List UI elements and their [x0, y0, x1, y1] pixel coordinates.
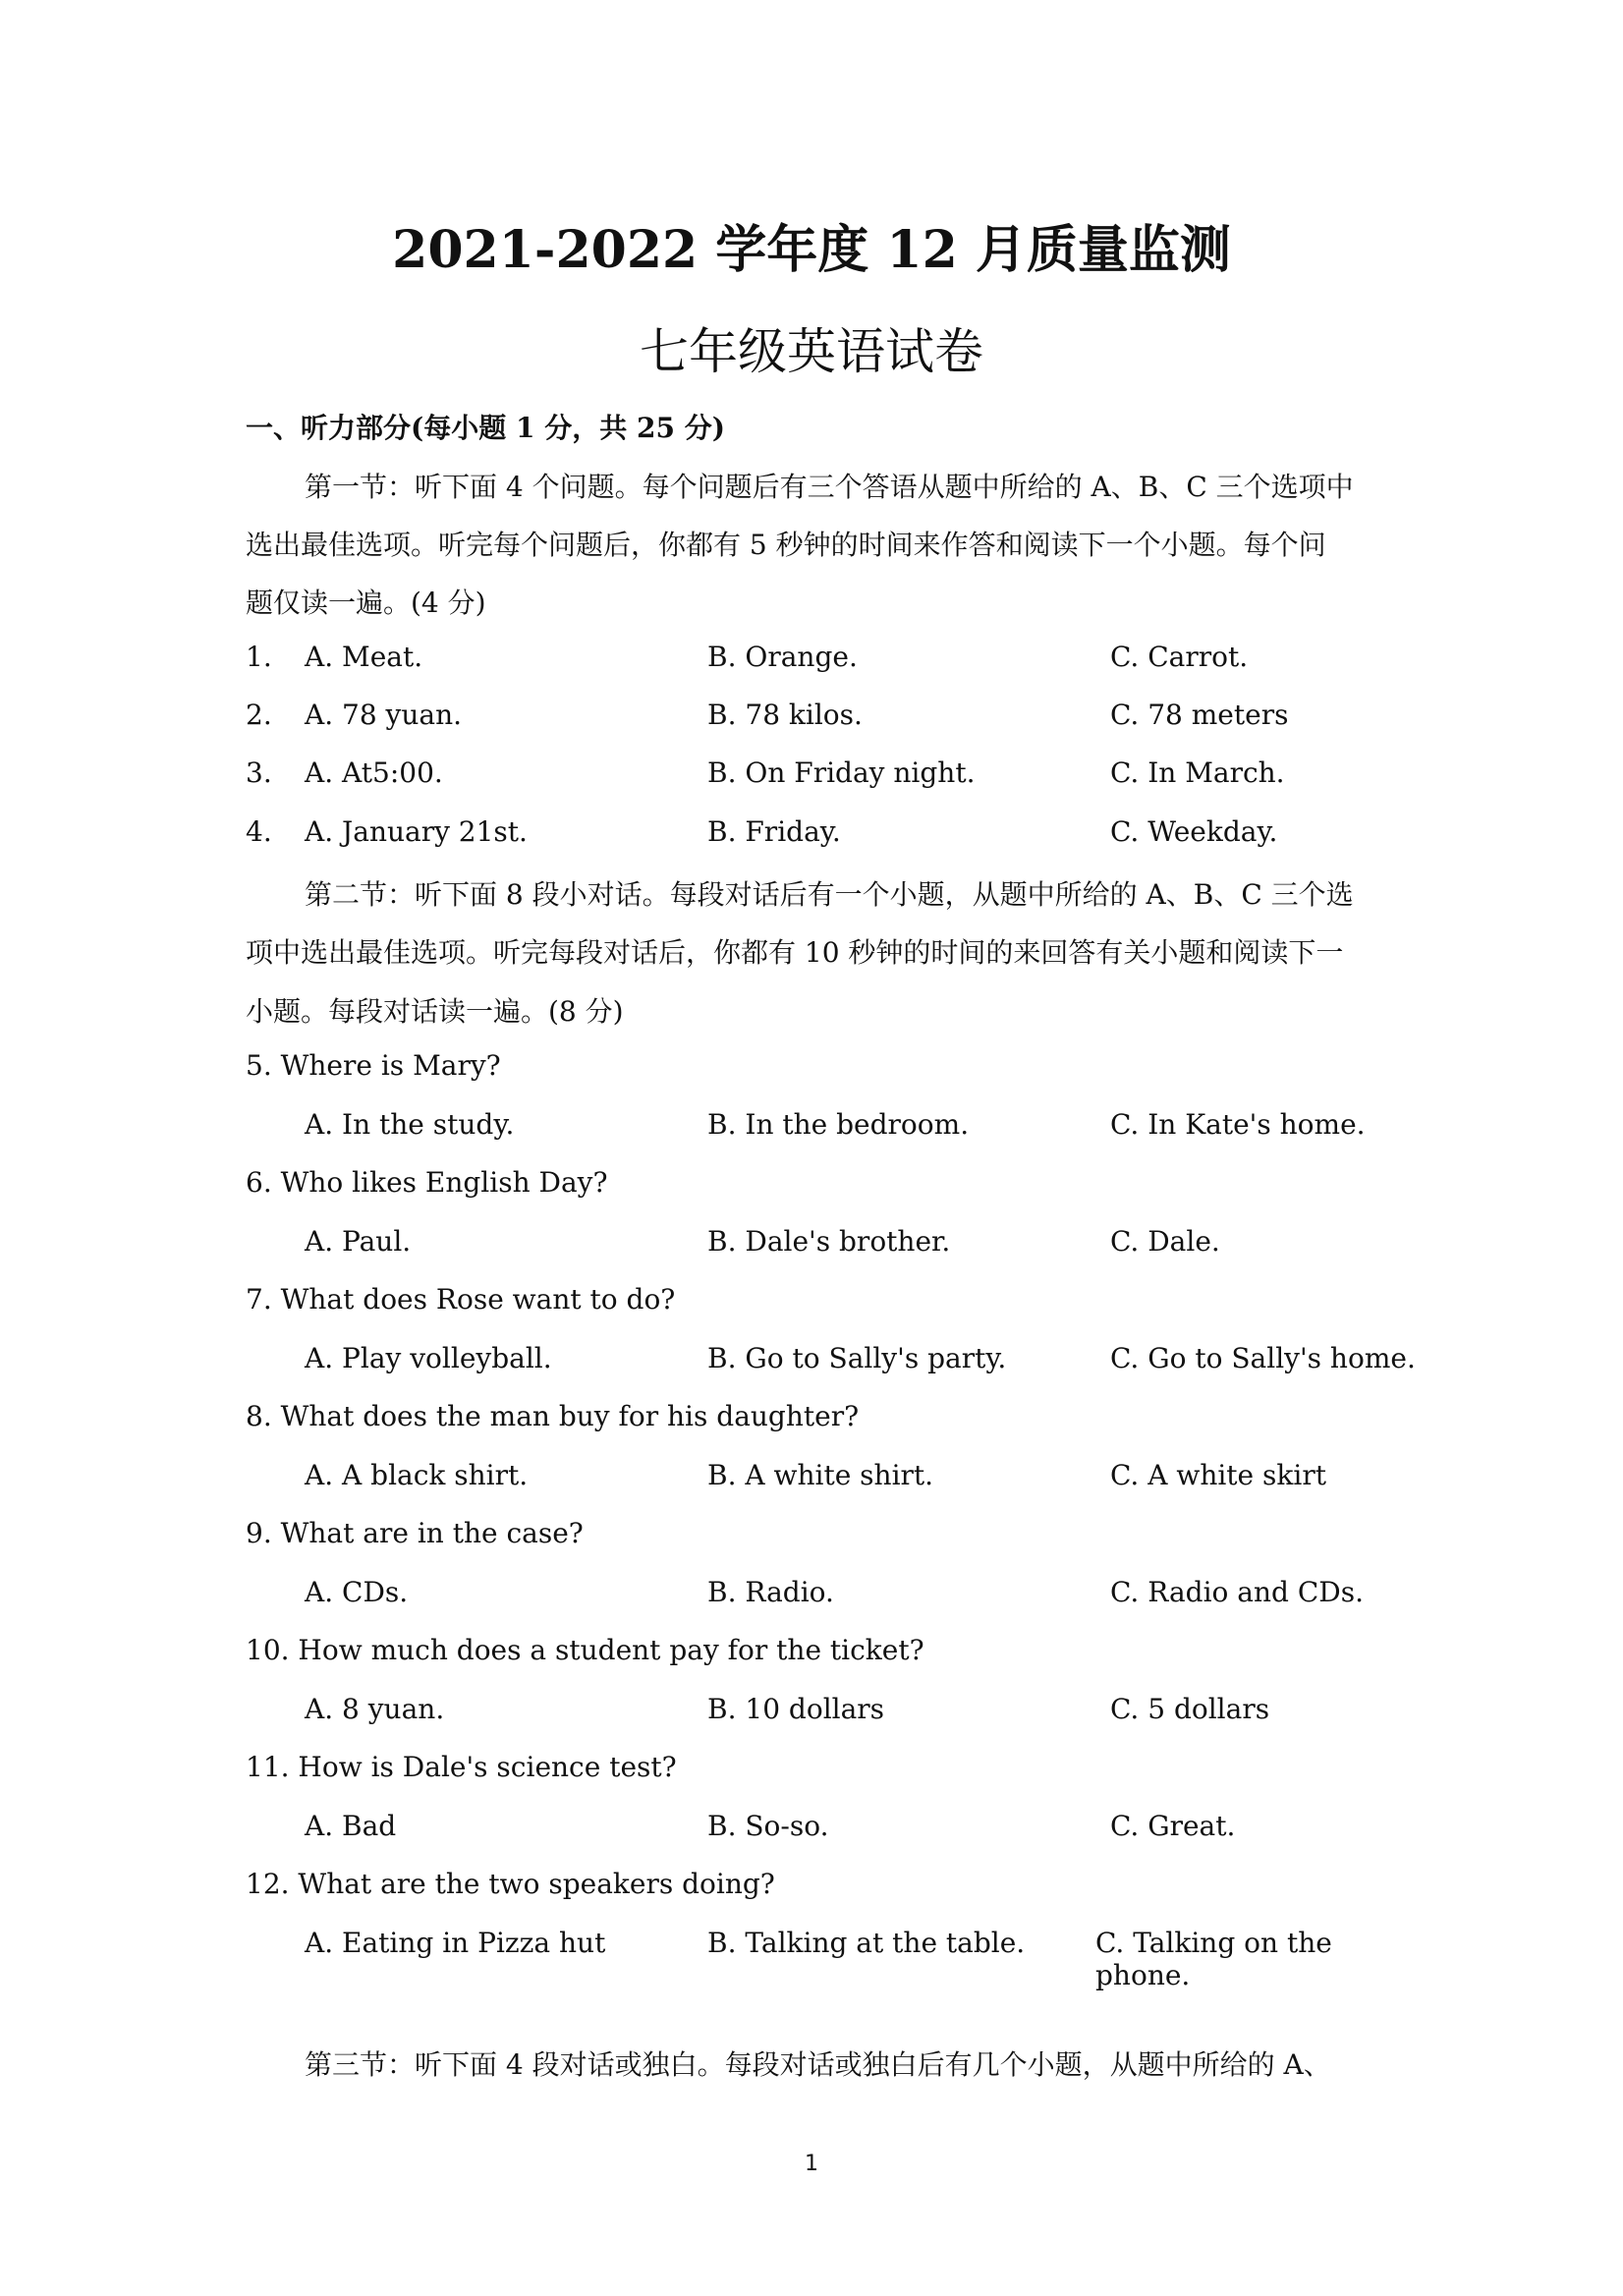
part1-intro-line: 选出最佳选项。听完每个问题后，你都有 5 秒钟的时间来作答和阅读下一个小题。每个问 — [246, 529, 1326, 561]
option-b: B. In the bedroom. — [707, 1108, 970, 1141]
option-a: A. CDs. — [305, 1576, 409, 1608]
option-c: C. Weekday. — [1110, 815, 1278, 848]
option-c: C. Dale. — [1110, 1225, 1220, 1258]
option-a: A. Bad — [305, 1810, 397, 1842]
question-row — [246, 641, 1425, 680]
part3-intro-line: 第三节：听下面 4 段对话或独白。每段对话或独白后有几个小题，从题中所给的 A、 — [305, 2048, 1331, 2081]
option-c: C. A white skirt — [1110, 1459, 1326, 1491]
option-a: A. At5:00. — [305, 756, 443, 789]
option-b: B. Dale's brother. — [707, 1225, 951, 1258]
question-row — [246, 756, 1425, 796]
part2-intro-line: 小题。每段对话读一遍。(8 分) — [246, 995, 624, 1028]
option-row — [246, 1459, 1425, 1498]
option-c: C. In March. — [1110, 756, 1285, 789]
question-text: 11. How is Dale's science test? — [246, 1751, 677, 1783]
question-text: 6. Who likes English Day? — [246, 1166, 608, 1199]
option-a: A. In the study. — [305, 1108, 515, 1141]
option-a: A. Eating in Pizza hut — [305, 1927, 606, 1959]
question-text: 5. Where is Mary? — [246, 1049, 501, 1082]
question-text: 8. What does the man buy for his daughter? — [246, 1400, 860, 1432]
option-b: B. Talking at the table. — [707, 1927, 1026, 1959]
option-b: B. A white shirt. — [707, 1459, 934, 1491]
option-row — [246, 1693, 1425, 1732]
part1-intro-line: 第一节：听下面 4 个问题。每个问题后有三个答语从题中所给的 A、B、C 三个选项中 — [305, 471, 1354, 503]
page-title: 2021-2022 学年度 12 月质量监测 — [392, 220, 1231, 280]
option-row — [246, 1342, 1425, 1381]
option-c: C. In Kate's home. — [1110, 1108, 1366, 1141]
question-number: 2. — [246, 699, 272, 731]
option-b: B. Orange. — [707, 641, 858, 673]
question-text: 10. How much does a student pay for the ticket? — [246, 1634, 924, 1666]
option-b: B. Radio. — [707, 1576, 834, 1608]
option-c: C. Carrot. — [1110, 641, 1249, 673]
option-c: C. Go to Sally's home. — [1110, 1342, 1416, 1374]
option-a: A. A black shirt. — [305, 1459, 529, 1491]
option-a: A. 8 yuan. — [305, 1693, 445, 1725]
option-row — [246, 1810, 1425, 1849]
option-c: C. Great. — [1110, 1810, 1236, 1842]
option-a: A. January 21st. — [305, 815, 528, 848]
question-row — [246, 699, 1425, 738]
question-text: 9. What are in the case? — [246, 1517, 584, 1549]
question-number: 4. — [246, 815, 272, 848]
option-row — [246, 1108, 1425, 1148]
option-a: A. Play volleyball. — [305, 1342, 552, 1374]
option-c: C. Radio and CDs. — [1110, 1576, 1364, 1608]
question-number: 1. — [246, 641, 272, 673]
section-heading: 一、听力部分(每小题 1 分，共 25 分) — [246, 412, 725, 444]
question-row — [246, 815, 1425, 855]
option-row — [246, 1576, 1425, 1615]
page-number: 1 — [805, 2152, 818, 2176]
option-c: C. 5 dollars — [1110, 1693, 1270, 1725]
question-number: 3. — [246, 756, 272, 789]
option-a: A. Paul. — [305, 1225, 412, 1258]
option-c: C. 78 meters — [1110, 699, 1289, 731]
option-b: B. Go to Sally's party. — [707, 1342, 1007, 1374]
option-c: C. Talking on the phone. — [1095, 1927, 1332, 1991]
question-text: 12. What are the two speakers doing? — [246, 1868, 775, 1900]
page-subtitle: 七年级英语试卷 — [640, 323, 983, 380]
part1-intro-line: 题仅读一遍。(4 分) — [246, 587, 486, 619]
option-a: A. 78 yuan. — [305, 699, 463, 731]
option-b: B. Friday. — [707, 815, 841, 848]
part2-intro-line: 项中选出最佳选项。听完每段对话后，你都有 10 秒钟的时间的来回答有关小题和阅读下一 — [246, 936, 1344, 969]
option-b: B. On Friday night. — [707, 756, 976, 789]
part2-intro-line: 第二节：听下面 8 段小对话。每段对话后有一个小题，从题中所给的 A、B、C 三个选 — [305, 878, 1354, 911]
option-b: B. So-so. — [707, 1810, 829, 1842]
option-row — [246, 1927, 1425, 1991]
option-row — [246, 1225, 1425, 1264]
option-b: B. 10 dollars — [707, 1693, 885, 1725]
question-text: 7. What does Rose want to do? — [246, 1283, 676, 1316]
option-a: A. Meat. — [305, 641, 423, 673]
option-b: B. 78 kilos. — [707, 699, 863, 731]
